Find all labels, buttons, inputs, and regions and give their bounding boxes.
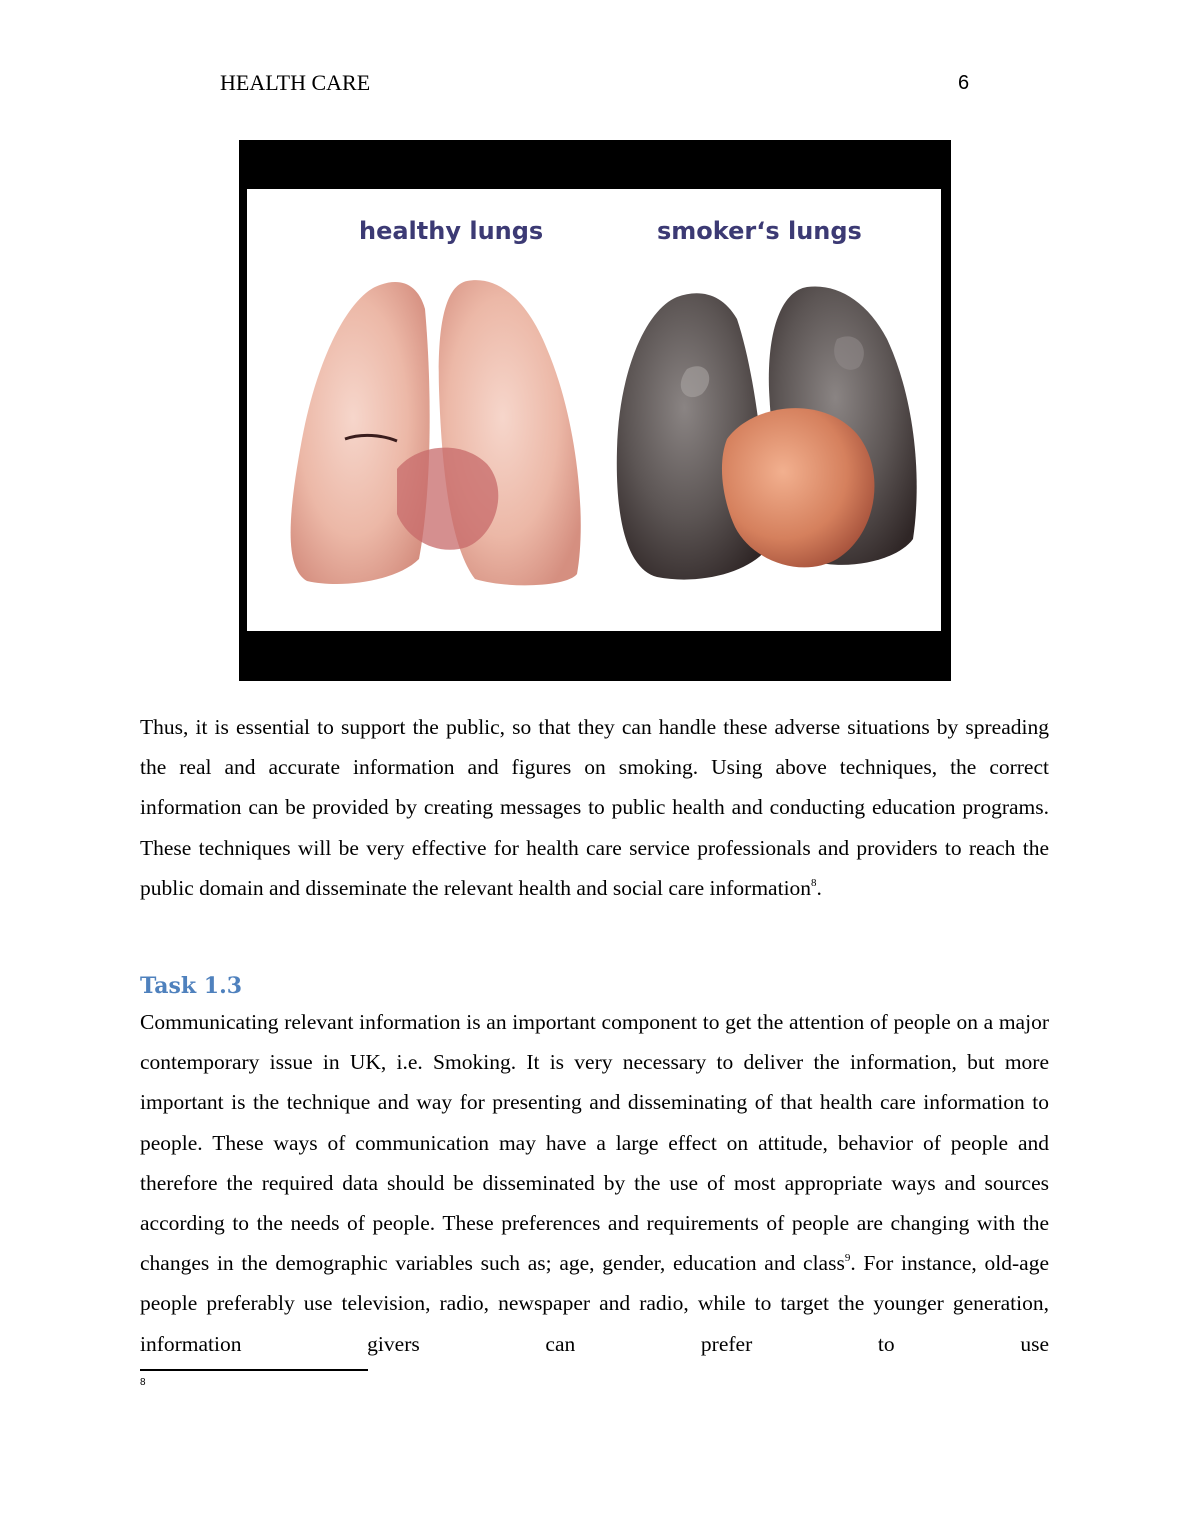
smoker-lungs-label: smoker‘s lungs xyxy=(657,217,862,245)
healthy-heart xyxy=(397,448,498,550)
lungs-figure xyxy=(239,140,951,681)
footnote-mark: 8 xyxy=(140,1377,146,1388)
paragraph-1-end: . xyxy=(816,875,822,900)
footnote-ref-9: 9 xyxy=(844,1252,851,1265)
paragraph-2-text-after: . For instance, old-age people preferably use television, radio, newspaper and radio, while to target the younger generation, information givers can prefer to use xyxy=(140,1251,1049,1356)
paragraph-1 xyxy=(140,707,1049,908)
footnote-ref-8: 8 xyxy=(811,876,817,889)
lungs-illustration xyxy=(247,189,941,631)
paragraph-2 xyxy=(140,1002,1049,1364)
paragraph-1-text: Thus, it is essential to support the public, so that they can handle these adverse situations by spreading the real and accurate information and figures on smoking. Using above techniques, the correct information can be provided by creating messages to public health and conducting education programs. These techniques will be very effective for health care service professionals and providers to reach the public domain and disseminate the relevant health and social care information xyxy=(140,715,1049,900)
smoker-lungs-graphic xyxy=(617,286,917,579)
healthy-left-lung xyxy=(291,282,430,584)
paragraph-2-text-before: Communicating relevant information is an important component to get the attention of people on a major contemporary issue in UK, i.e. Smoking. It is very necessary to deliver the information, but more important is the technique and way for presenting and disseminating of that health care information to people. These ways of communication may have a large effect on attitude, behavior of people and therefore the required data should be disseminated by the use of most appropriate ways and sources according to the needs of people. These preferences and requirements of people are changing with the changes in the demographic variables such as; age, gender, education and class xyxy=(140,1010,1049,1276)
header-title: HEALTH CARE xyxy=(220,70,371,95)
page-number: 6 xyxy=(958,72,970,94)
healthy-lungs-label: healthy lungs xyxy=(359,217,544,245)
footnote-separator xyxy=(140,1369,368,1371)
figure-panel xyxy=(244,186,944,634)
section-heading: Task 1.3 xyxy=(140,973,243,999)
healthy-lungs-graphic xyxy=(291,280,581,585)
